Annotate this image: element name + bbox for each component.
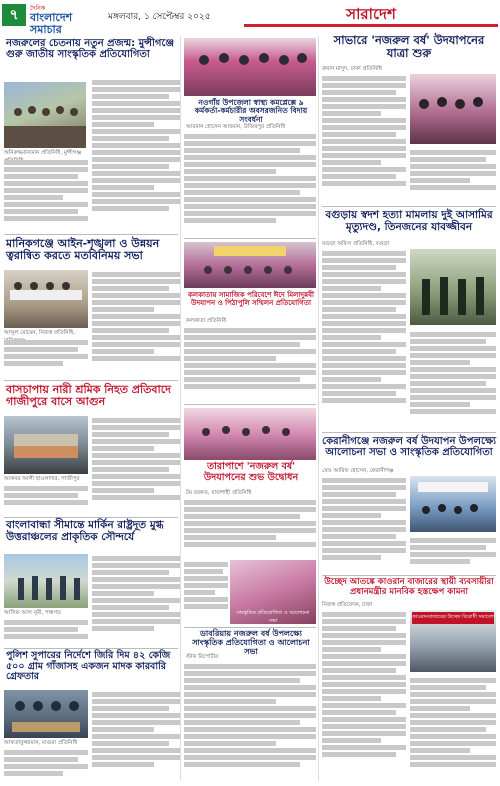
byline: স্টাফ রিপোর্টার (186, 654, 219, 660)
divider (322, 575, 496, 576)
divider (184, 404, 316, 405)
photo-magura (4, 690, 88, 738)
divider (184, 238, 316, 239)
headline-keraniganj: কেরানীগঞ্জে নজরুল বর্ষ উদযাপন উপলক্ষ্যে আলোচনা সভা ও সাংস্কৃতিক প্রতিযোগিতা (322, 436, 496, 459)
article-body (322, 74, 406, 202)
article-body (92, 554, 180, 644)
article-body (410, 330, 496, 429)
divider (322, 206, 496, 207)
article-body (4, 748, 88, 782)
photo-banglabandha (4, 554, 88, 608)
photo-naogaon (184, 38, 316, 96)
byline: আরমান হোসেন আরমান, উজিরপুর প্রতিনিধি (186, 124, 286, 130)
divider (4, 234, 178, 235)
page-number: ৭ (2, 4, 26, 26)
byline: কলকাতা প্রতিনিধি (186, 318, 227, 324)
banner-text: সাংস্কৃতিক প্রতিযোগিতা ও আলোচনা সভা (236, 610, 310, 624)
headline-bogura: বগুড়ায় স্বদশ হত্যা মামলায় দুই আসামির মৃত্যুদণ্ড, তিনজনের যাবজ্জীবন (325, 209, 493, 233)
divider (4, 648, 178, 649)
photo-keraniganj (410, 476, 496, 532)
headline-banglabandha: বাংলাবান্ধা সীমান্তে মার্কিন রাষ্ট্রদূত মুগ্ধ উত্তরাঞ্চলের প্রাকৃতিক সৌন্দর্যে (6, 519, 164, 543)
article-body (92, 78, 180, 230)
article-body (184, 498, 316, 556)
section-banner (244, 2, 498, 27)
masthead (0, 0, 500, 36)
byline: নিজস্ব প্রতিবেদক, ঢাকা (322, 602, 373, 608)
article-body (410, 148, 496, 202)
column-divider (180, 36, 181, 781)
article-body (4, 484, 88, 514)
banner-text: কাওরানবাজারের উচ্ছেদ বিরোধী সমাবেশ (412, 614, 494, 620)
divider (4, 517, 178, 518)
article-body (92, 416, 180, 514)
article-body (184, 662, 316, 782)
headline-dabaria: ডাবরিয়ায় নজরুল বর্ষ উপলক্ষ্যে সাংস্কৃতিক প্রতিযোগিতা ও আলোচনা সভা (192, 629, 310, 656)
byline: মোঃ আরিফ হোসেন, কেরানীগঞ্জ (322, 468, 394, 474)
headline-tarapash: তারাপাশে 'নজরুল বর্ষ' উদযাপনের শুভ উদ্বোধন (203, 461, 299, 483)
photo-dabaria (230, 560, 316, 624)
article-body (410, 536, 496, 572)
issue-date: মঙ্গলবার, ১ সেপ্টেম্বর ২০২৫ (108, 12, 211, 22)
photo-munshiganj (4, 82, 86, 148)
article-body (4, 338, 88, 376)
headline-kalkata: কলকাতায় সামাজিক পরিবেশে ঈদে মিলাদুন্নবী উদযাপন ও পিঠাপুলি সম্মিলন প্রতিযোগিতা (188, 291, 314, 307)
byline: আসিফ আল নূরী, পঞ্চগড় (4, 610, 62, 616)
photo-manikganj (4, 270, 88, 328)
headline-gazipur: বাসচাপায় নারী শ্রমিক নিহত প্রতিবাদে গাজীপুরে বাসে আগুন (6, 383, 171, 409)
article-body (4, 618, 88, 644)
column-divider (318, 36, 319, 781)
article-body (322, 476, 406, 572)
byline: বগুড়া অফিস প্রতিনিধি, বগুড়া (322, 241, 390, 247)
photo-savar (410, 74, 496, 144)
article-body (322, 610, 406, 782)
logo-top: দৈনিক (30, 5, 46, 12)
photo-karwan-bazar (410, 610, 496, 672)
article-body (184, 132, 316, 236)
article-body (322, 249, 406, 429)
byline: রুমান মাসুদ, ঢাকা প্রতিনিধি (322, 66, 382, 72)
byline: আকবর আলী হাওলাদার, গাজীপুর (4, 476, 80, 482)
section-title: সারাদেশ (346, 5, 396, 23)
article-body (410, 676, 496, 782)
logo-main: বাংলাদেশ সমাচার (30, 11, 73, 36)
article-body (92, 270, 180, 376)
byline: আফতাবুজ্জামান, মাগুরা প্রতিনিধি (4, 740, 78, 746)
photo-kalkata (184, 242, 316, 288)
article-body (184, 560, 228, 624)
newspaper-logo (30, 5, 92, 36)
headline-karwan-bazar: উচ্ছেদ আতঙ্কে কাওরান বাজারের স্থায়ী ব্যবসায়ীরা প্রধানমন্ত্রীর মানবিক হস্তক্ষেপ কামনা (324, 577, 494, 597)
divider (322, 432, 496, 433)
divider (4, 380, 178, 381)
headline-magura: পুলিশ সুপারের নির্দেশে জিরি দিম ৪২ কেজি ৫০০ গ্রাম গাঁজাসহ একজন মাদক কারবারি গ্রেফতার (6, 650, 171, 683)
headline-manikganj: মানিকগঞ্জে আইন-শৃঙ্খলা ও উন্নয়ন ত্বরান্বিত করতে মতবিনিময় সভা (6, 237, 160, 263)
divider (184, 627, 316, 628)
byline: টম বরকত, রাজশাহী প্রতিনিধি (186, 490, 252, 496)
article-body (184, 326, 316, 402)
headline-munshiganj: নজরুলের চেতনায় নতুন প্রজন্ম: মুন্সীগঞ্জে গুরু জাতীয় সাংস্কৃতিক প্রতিযোগিতা (6, 38, 175, 61)
photo-bogura (410, 249, 496, 325)
photo-gazipur (4, 416, 88, 474)
byline: অনিরুদ্ধমান্যমান প্রতিনিধি, মুন্সীগঞ্জ (4, 150, 82, 156)
article-body (4, 158, 88, 230)
headline-naogaon: নওগাঁয় উপজেলা স্বাস্থ্য কমপ্লেক্সে ৯ কর্মকর্তা-কর্মচারীর অবসরজনিত বিদায় সংবর্ধনা (194, 98, 308, 124)
article-body (92, 690, 180, 782)
byline: আব্দুল মোমেন, নিজস্ব প্রতিনিধি, (4, 330, 75, 336)
headline-savar: সাভারে 'নজরুল বর্ষ' উদযাপনের যাত্রা শুরু (333, 33, 485, 60)
photo-tarapash (184, 408, 316, 460)
